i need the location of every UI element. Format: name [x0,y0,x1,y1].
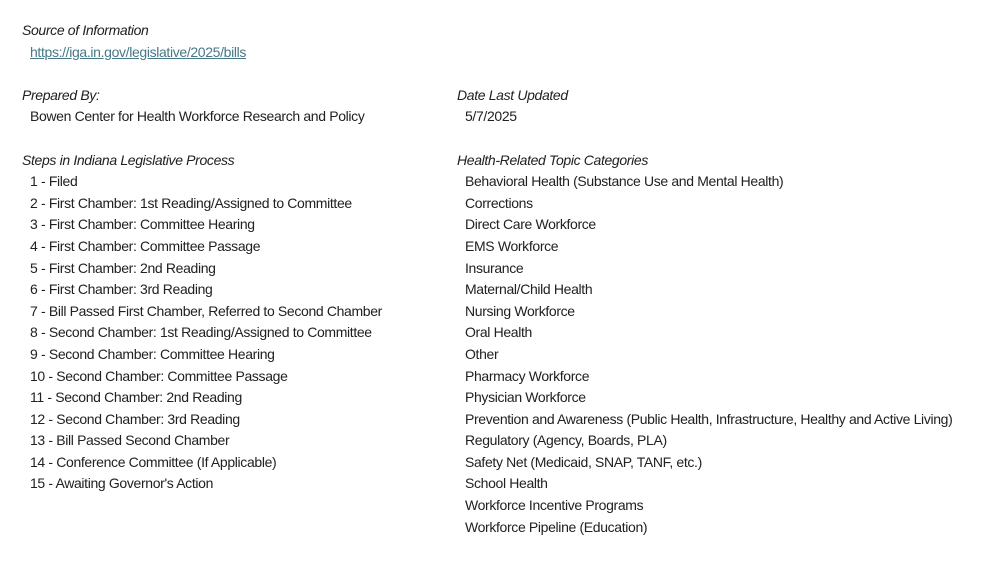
lists-row [22,150,1008,539]
step-item: 4 - First Chamber: Committee Passage [30,237,261,254]
step-item: 5 - First Chamber: 2nd Reading [30,259,216,276]
topics-section [457,150,1008,539]
step-item: 11 - Second Chamber: 2nd Reading [30,389,242,406]
topic-item: Workforce Incentive Programs [465,497,644,514]
date-last-updated-section [457,85,1008,128]
step-item: 9 - Second Chamber: Committee Hearing [30,345,275,362]
topic-item: Physician Workforce [465,389,586,406]
source-heading: Source of Information [22,22,149,38]
topic-item: EMS Workforce [465,237,559,254]
topic-item: Other [465,345,499,362]
topic-item: Regulatory (Agency, Boards, PLA) [465,432,667,449]
topic-item: Workforce Pipeline (Education) [465,518,648,535]
source-section [22,20,1008,63]
step-item: 15 - Awaiting Governor's Action [30,475,214,492]
topic-item: Maternal/Child Health [465,281,593,298]
step-item: 7 - Bill Passed First Chamber, Referred to Second Chamber [30,302,382,319]
step-item: 8 - Second Chamber: 1st Reading/Assigned to Committee [30,324,372,341]
topic-item: Oral Health [465,324,532,341]
source-link-row [22,42,1008,64]
topic-item: Safety Net (Medicaid, SNAP, TANF, etc.) [465,453,702,470]
step-item: 13 - Bill Passed Second Chamber [30,432,230,449]
step-item: 1 - Filed [30,173,78,190]
topic-item: Direct Care Workforce [465,216,596,233]
date-last-updated-heading: Date Last Updated [457,86,568,103]
topic-item: Prevention and Awareness (Public Health, Infrastructure, Healthy and Active Living) [465,410,953,427]
topic-item: Behavioral Health (Substance Use and Mental Health) [465,173,784,190]
date-last-updated-value: 5/7/2025 [465,108,517,125]
step-item: 3 - First Chamber: Committee Hearing [30,216,255,233]
step-item: 6 - First Chamber: 3rd Reading [30,281,213,298]
topic-item: School Health [465,475,548,492]
steps-heading: Steps in Indiana Legislative Process [22,151,235,168]
prepared-row [22,85,1008,128]
step-item: 14 - Conference Committee (If Applicable) [30,453,277,470]
prepared-by-heading: Prepared By: [22,86,100,103]
prepared-by-section [22,85,457,128]
step-item: 12 - Second Chamber: 3rd Reading [30,410,240,427]
topic-item: Pharmacy Workforce [465,367,590,384]
steps-section [22,150,457,539]
step-item: 10 - Second Chamber: Committee Passage [30,367,288,384]
topic-item: Corrections [465,194,533,211]
source-link[interactable]: https://iga.in.gov/legislative/2025/bills [30,43,247,60]
topic-item: Nursing Workforce [465,302,575,319]
topic-item: Insurance [465,259,524,276]
topics-heading: Health-Related Topic Categories [457,151,648,168]
prepared-by-value: Bowen Center for Health Workforce Research and Policy [30,108,365,125]
step-item: 2 - First Chamber: 1st Reading/Assigned to Committee [30,194,352,211]
